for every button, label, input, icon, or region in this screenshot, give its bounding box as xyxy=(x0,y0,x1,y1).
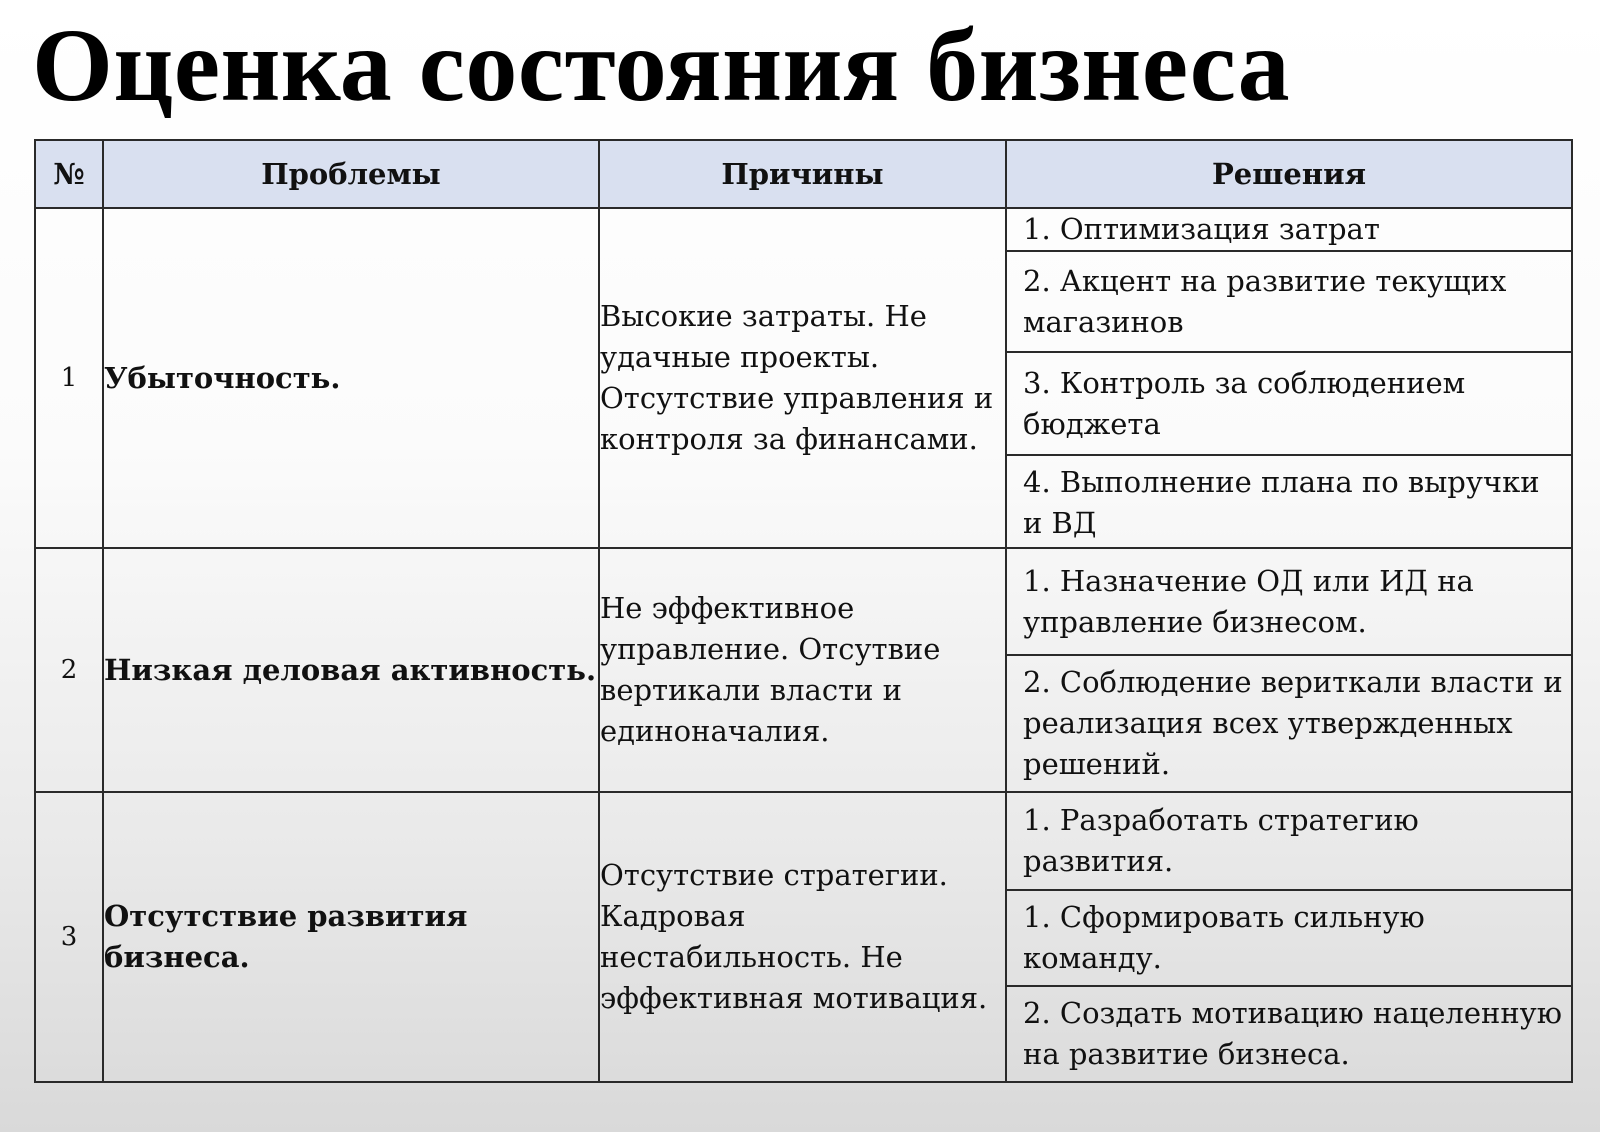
header-solutions: Решения xyxy=(1006,140,1572,208)
problem-cell: Убыточность. xyxy=(103,208,599,548)
solution-item: 2. Создать мотивацию нацеленную на развитие бизнеса. xyxy=(1007,985,1571,1081)
table-row xyxy=(35,548,1572,792)
cause-cell: Не эффективное управление. Отсутвие вертикали власти и единоначалия. xyxy=(599,548,1006,792)
page-title: Оценка состояния бизнеса xyxy=(32,8,1291,123)
solution-item: 3. Контроль за соблюдением бюджета xyxy=(1007,351,1571,454)
problem-cell: Отсутствие развития бизнеса. xyxy=(103,792,599,1082)
cause-cell: Высокие затраты. Не удачные проекты. Отсутствие управления и контроля за финансами. xyxy=(599,208,1006,548)
row-number: 1 xyxy=(35,208,103,548)
problem-cell: Низкая деловая активность. xyxy=(103,548,599,792)
solutions-cell xyxy=(1006,208,1572,548)
table-row xyxy=(35,208,1572,548)
row-number: 2 xyxy=(35,548,103,792)
header-problems: Проблемы xyxy=(103,140,599,208)
solution-item: 2. Соблюдение вериткали власти и реализация всех утвержденных решений. xyxy=(1007,654,1571,791)
row-number: 3 xyxy=(35,792,103,1082)
table-header-row xyxy=(35,140,1572,208)
solutions-cell xyxy=(1006,792,1572,1082)
cause-cell: Отсутствие стратегии. Кадровая нестабильность. Не эффективная мотивация. xyxy=(599,792,1006,1082)
solution-item: 2. Акцент на развитие текущих магазинов xyxy=(1007,250,1571,351)
business-assessment-table xyxy=(34,139,1573,1083)
header-num: № xyxy=(35,140,103,208)
solution-item: 4. Выполнение плана по выручки и ВД xyxy=(1007,454,1571,550)
solution-item: 1. Разработать стратегию развития. xyxy=(1023,803,1419,878)
solution-item: 1. Сформировать сильную команду. xyxy=(1007,889,1571,985)
header-causes: Причины xyxy=(599,140,1006,208)
solutions-cell xyxy=(1006,548,1572,792)
table-row xyxy=(35,792,1572,1082)
solution-item: 1. Назначение ОД или ИД на управление бизнесом. xyxy=(1023,563,1474,639)
solution-item: 1. Оптимизация затрат xyxy=(1023,212,1380,246)
